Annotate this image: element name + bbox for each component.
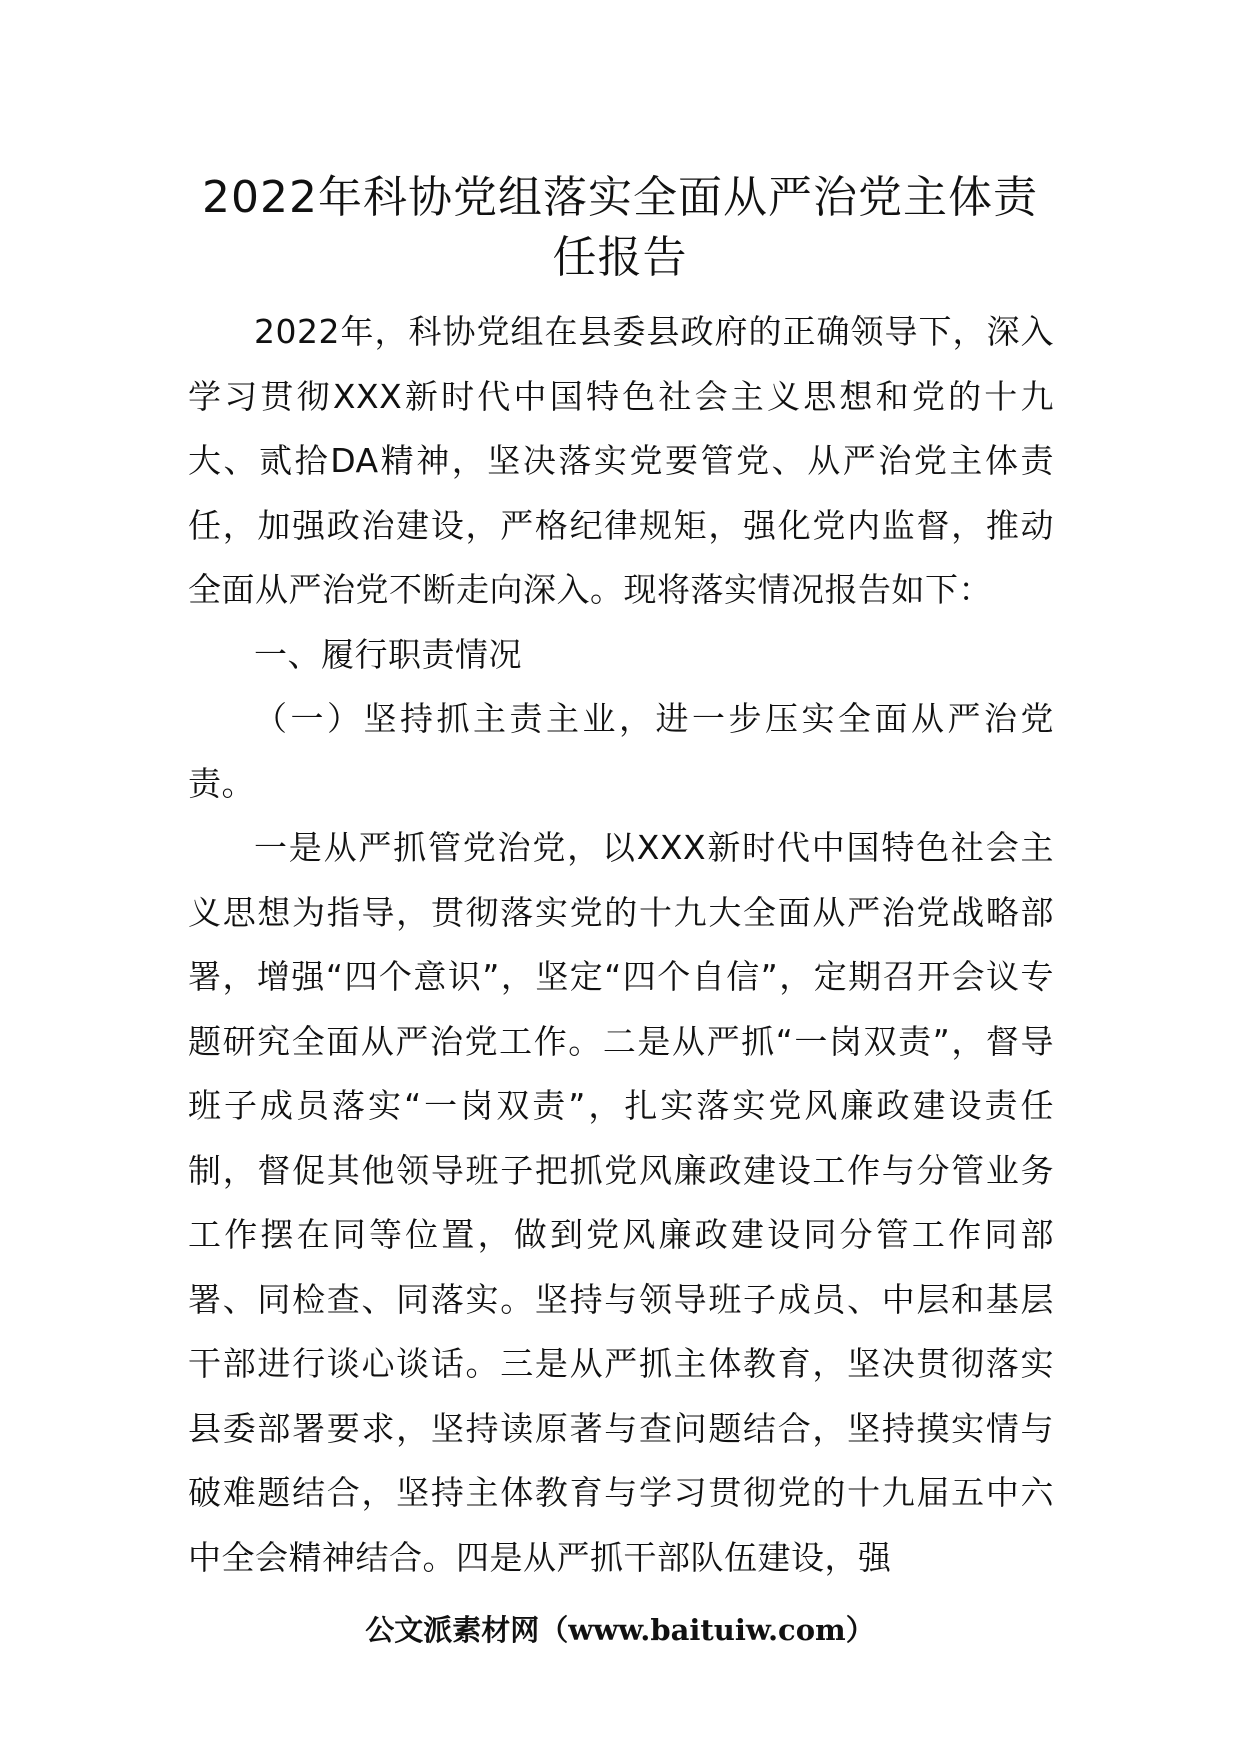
footer-watermark: 公文派素材网（www.baituiw.com） <box>365 1613 875 1647</box>
intro-paragraph: 2022年，科协党组在县委县政府的正确领导下，深入学习贯彻XXX新时代中国特色社会主义思想和党的十九大、贰拾DA精神，坚决落实党要管党、从严治党主体责任，加强政治建设，严格纪律规矩，强化党内监督，推动全面从严治党不断走向深入。现将落实情况报告如下： <box>188 312 1054 609</box>
subsection-heading: （一）坚持抓主责主业，进一步压实全面从严治党责。 <box>188 699 1054 803</box>
document-title: 2022年科协党组落实全面从严治党主体责任报告 <box>202 172 1038 283</box>
section-heading: 一、履行职责情况 <box>254 634 522 674</box>
body-paragraph: 一是从严抓管党治党，以XXX新时代中国特色社会主义思想为指导，贯彻落实党的十九大全面从严治党战略部署，增强“四个意识”，坚定“四个自信”，定期召开会议专题研究全面从严治党工作。二是从严抓“一岗双责”，督导班子成员落实“一岗双责”，扎实落实党风廉政建设责任制，督促其他领导班子把抓党风廉政建设工作与分管业务工作摆在同等位置，做到党风廉政建设同分管工作同部署、同检查、同落实。坚持与领导班子成员、中层和基层干部进行谈心谈话。三是从严抓主体教育，坚决贯彻落实县委部署要求，坚持读原著与查问题结合，坚持摸实情与破难题结合，坚持主体教育与学习贯彻党的十九届五中六中全会精神结合。四是从严抓干部队伍建设，强 <box>188 828 1054 1577</box>
document-body <box>188 300 1054 1590</box>
